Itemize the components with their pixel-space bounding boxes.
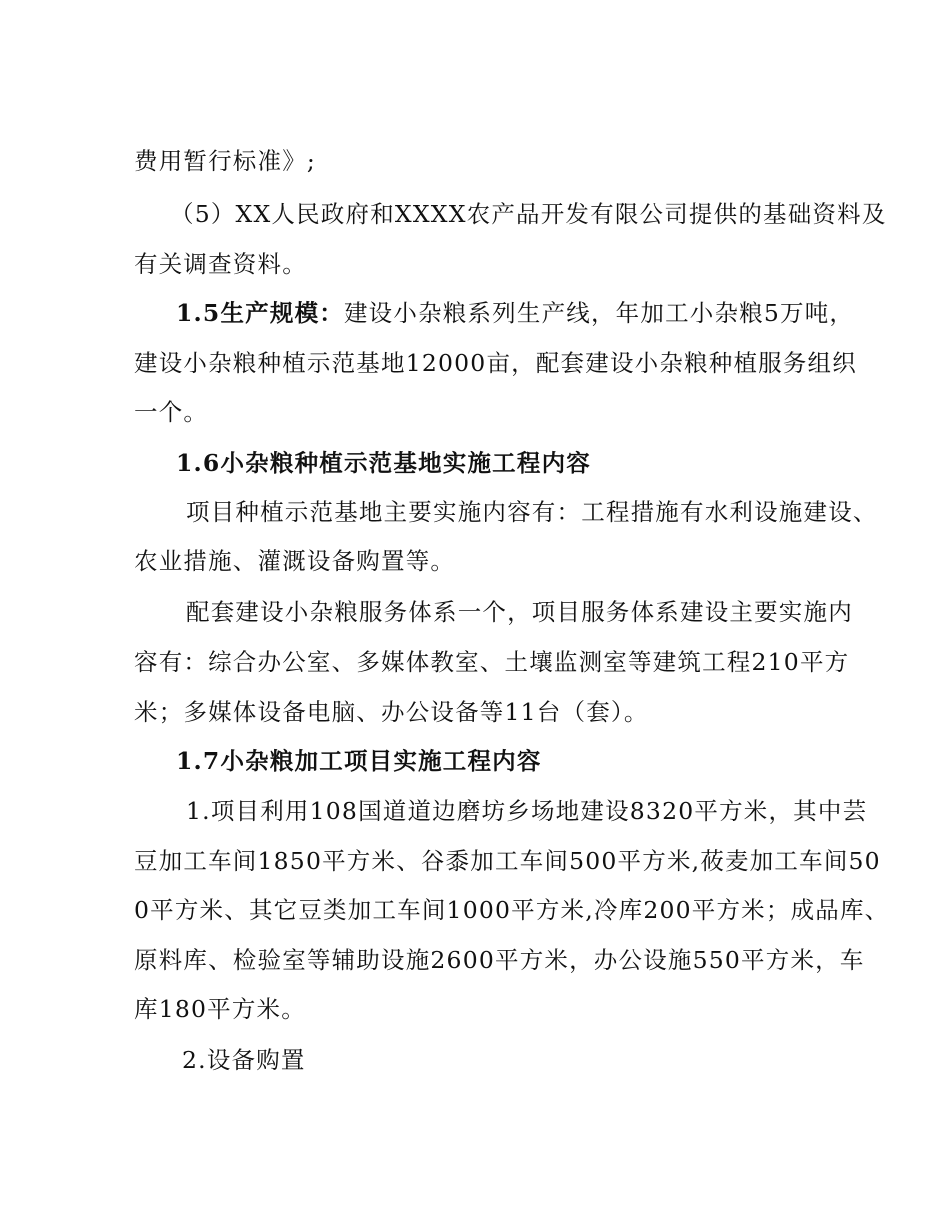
- text-line-19: 2.设备购置: [182, 1046, 306, 1074]
- text-line-15: 豆加工车间1850平方米、谷黍加工车间500平方米,莜麦加工车间50: [134, 847, 881, 875]
- text-line-2: （5）XX人民政府和XXXX农产品开发有限公司提供的基础资料及: [170, 200, 887, 228]
- text-line-9: 农业措施、灌溉设备购置等。: [134, 547, 456, 575]
- text-line-4: 建设小杂粮系列生产线，年加工小杂粮5万吨，: [343, 299, 855, 327]
- text-line-12: 米；多媒体设备电脑、办公设备等11台（套）。: [134, 698, 649, 726]
- section-1-5-heading: 1.5生产规模：: [176, 299, 344, 327]
- text-line-11: 容有：综合办公室、多媒体教室、土壤监测室等建筑工程210平方: [134, 648, 850, 676]
- section-1-6-heading: 1.6小杂粮种植示范基地实施工程内容: [176, 449, 591, 477]
- text-line-1: 费用暂行标准》;: [134, 147, 317, 175]
- section-1-7-heading: 1.7小杂粮加工项目实施工程内容: [176, 747, 542, 775]
- text-line-16: 0平方米、其它豆类加工车间1000平方米,冷库200平方米；成品库、: [134, 896, 890, 924]
- text-line-8: 项目种植示范基地主要实施内容有：工程措施有水利设施建设、: [186, 498, 878, 526]
- section-1-5-paragraph: [176, 298, 906, 328]
- text-line-6: 一个。: [134, 398, 209, 426]
- text-line-10: 配套建设小杂粮服务体系一个，项目服务体系建设主要实施内: [186, 598, 853, 626]
- text-line-14: 1.项目利用108国道道边磨坊乡场地建设8320平方米，其中芸: [186, 797, 868, 825]
- text-line-5: 建设小杂粮种植示范基地12000亩，配套建设小杂粮种植服务组织: [134, 349, 857, 377]
- text-line-18: 库180平方米。: [134, 995, 306, 1023]
- text-line-17: 原料库、检验室等辅助设施2600平方米，办公设施550平方米，车: [134, 946, 865, 974]
- text-line-3: 有关调查资料。: [134, 250, 307, 278]
